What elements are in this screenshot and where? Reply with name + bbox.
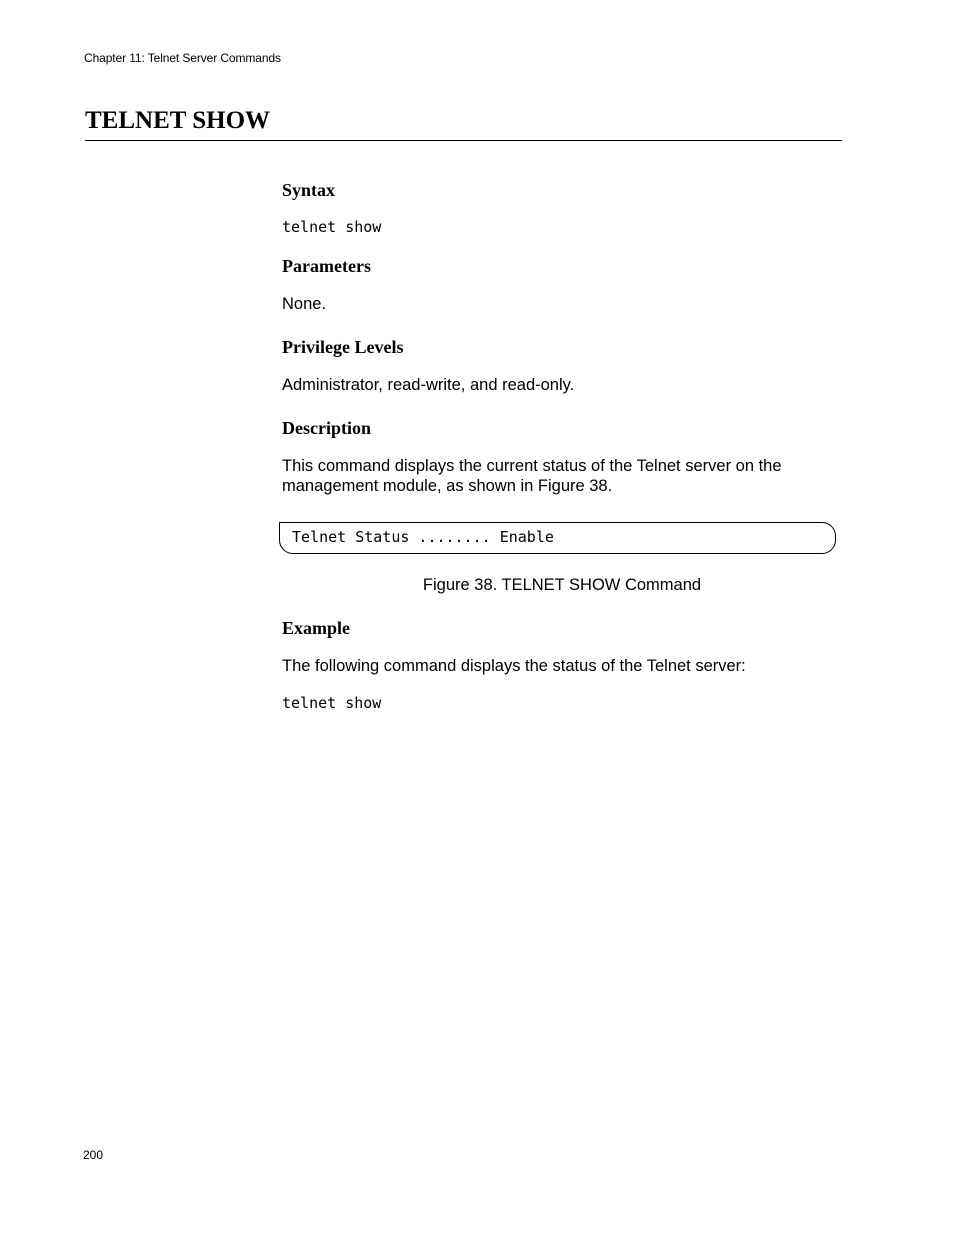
title-rule [85,140,842,141]
command-output-text: Telnet Status ........ Enable [292,528,554,546]
figure-caption: Figure 38. TELNET SHOW Command [422,576,702,594]
privilege-levels-heading: Privilege Levels [282,337,404,357]
running-header: Chapter 11: Telnet Server Commands [84,51,281,65]
privilege-levels-text: Administrator, read-write, and read-only. [282,376,575,394]
page-number: 200 [83,1148,104,1162]
description-heading: Description [282,418,371,438]
command-output-box [279,522,836,554]
page-title: TELNET SHOW [85,107,271,134]
description-text: This command displays the current status of the Telnet server on the management module, as shown in Figure 38. [282,457,782,495]
parameters-heading: Parameters [282,256,371,276]
example-text: The following command displays the status of the Telnet server: [282,657,746,675]
syntax-heading: Syntax [282,180,336,200]
syntax-code: telnet show [282,218,382,236]
parameters-text: None. [282,295,327,313]
example-heading: Example [282,618,351,638]
example-code: telnet show [282,694,382,712]
